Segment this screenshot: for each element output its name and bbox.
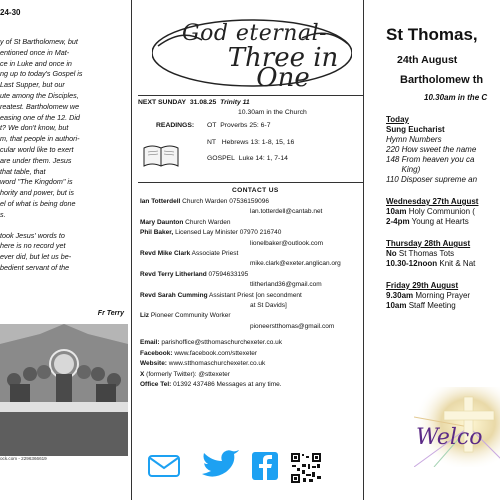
twitter-bird-icon [198, 450, 240, 482]
contacts-list [140, 197, 362, 390]
spacer [0, 221, 130, 231]
schedule-heading: Thursday 28th August [386, 239, 471, 248]
schedule-item: Sung Eucharist [386, 125, 445, 134]
contact-row: lan.totterdell@cantab.net [250, 208, 323, 216]
contact-row: Revd Terry Litherland 07594633195 [140, 270, 249, 278]
reflection-line: took Jesus' words to [0, 230, 65, 240]
service-panel [364, 0, 500, 500]
reflection-line: Last Supper, but our [0, 80, 65, 90]
trinity-logo [152, 18, 352, 93]
reflection-panel [0, 0, 132, 500]
reflection-line: reatest. Bartholomew we [0, 101, 80, 111]
logo-line-2: Three in One [227, 43, 339, 93]
reflection-line: easing one of the 12. Did [0, 112, 80, 122]
gospel-reference: 24-30 [0, 8, 21, 17]
online-contact-row[interactable]: Email: parishoffice@stthomaschurchexeter.co.uk [140, 339, 282, 347]
image-credit: ock.com - 2296366619 [0, 456, 47, 461]
schedule-item: 10am Holy Communion ( [386, 207, 475, 216]
next-sunday: NEXT SUNDAY 31.08.25 Trinity 11 [138, 99, 250, 106]
contact-row: Revd Sarah Cumming Assistant Priest [on secondment [140, 291, 302, 299]
facebook-icon [252, 452, 278, 480]
email-icon [146, 450, 182, 480]
logo-line-1: God eternal- [182, 21, 328, 46]
schedule-item: 9.30am Morning Prayer [386, 291, 471, 300]
schedule-item: Hymn Numbers [386, 135, 442, 144]
feast-day: Bartholomew th [400, 74, 484, 86]
spacer [386, 185, 500, 197]
schedule-heading: Wednesday 27th August [386, 197, 479, 206]
open-bible-icon [142, 140, 180, 170]
reflection-line: that table, that [0, 166, 46, 176]
schedule-heading: Today [386, 115, 409, 124]
qr-code-icon [290, 452, 322, 484]
contact-row: lionelbaker@outlook.com [250, 239, 324, 247]
schedule-item: 148 From heaven you ca [386, 155, 475, 164]
reflection-line: cular world like to exert [0, 144, 74, 154]
schedule-item: No St Thomas Tots [386, 249, 455, 258]
reflection-line: hority and power, but is [0, 188, 74, 198]
reflection-line: y of St Bartholomew, but [0, 37, 78, 46]
contact-row: tlitherland36@gmail.com [250, 281, 322, 289]
reflection-line: entioned once in Mat- [0, 47, 70, 57]
contact-row: pioneerstthomas@gmail.com [250, 322, 335, 330]
weekly-schedule [386, 115, 500, 311]
reading-gospel: GOSPEL Luke 14: 1, 7-14 [207, 155, 288, 162]
reflection-line: s. [0, 209, 6, 219]
schedule-item: 10am Staff Meeting [386, 301, 456, 310]
reflection-line: m, that people in authori- [0, 134, 80, 144]
last-supper-image [0, 324, 128, 456]
readings-label: READINGS: [156, 122, 195, 129]
reflection-line: ng up to today's Gospel is [0, 69, 83, 79]
schedule-item: 2-4pm Young at Hearts [386, 217, 469, 226]
reading-nt: NT Hebrews 13: 1-8, 15, 16 [207, 139, 295, 146]
schedule-heading: Friday 29th August [386, 281, 459, 290]
contact-row: Ian Totterdell Church Warden 07536159096 [140, 198, 269, 205]
contact-row: Mary Daunton Church Warden [140, 218, 231, 226]
info-panel [132, 0, 364, 500]
reflection-line: t? We don't know, but [0, 123, 69, 133]
reflection-line: el of what is being done [0, 198, 76, 208]
schedule-item: King) [386, 165, 421, 174]
welcome-text: Welco [416, 425, 483, 450]
online-contact-row[interactable]: Office Tel: 01392 437486 Messages at any time. [140, 380, 282, 388]
schedule-item: 220 How sweet the name [386, 145, 477, 154]
online-contact-row[interactable]: Website: www.stthomaschurchexeter.co.uk [140, 360, 266, 368]
service-time: 10.30am in the C [424, 93, 488, 102]
contacts-title: CONTACT US [232, 187, 279, 194]
spacer [386, 269, 500, 281]
next-sunday-service: 10.30am in the Church [238, 109, 307, 116]
service-date: 24th August [397, 54, 458, 66]
reading-ot: OT Proverbs 25: 6-7 [207, 122, 271, 129]
divider-2 [138, 182, 363, 183]
church-title: St Thomas, [386, 25, 478, 44]
reflection-line: ute among the Disciples, [0, 90, 79, 100]
contact-row: mike.clark@exeter.anglican.org [250, 260, 341, 268]
contact-row: Revd Mike Clark Associate Priest [140, 250, 239, 258]
divider [138, 95, 363, 96]
contact-row: at St Davids] [250, 302, 287, 310]
reflection-line: here is no record yet [0, 241, 66, 251]
reflection-line: bedient servant of the [0, 262, 70, 272]
contact-row: Liz Pioneer Community Worker [140, 312, 231, 320]
signature: Fr Terry [97, 310, 124, 317]
schedule-item: 10.30-12noon Knit & Nat [386, 259, 476, 268]
online-contact-row[interactable]: Facebook: www.facebook.com/sttexeter [140, 349, 258, 357]
welcome-cross-image [414, 387, 500, 467]
reflection-line: ce in Luke and once in [0, 58, 72, 68]
spacer [386, 227, 500, 239]
contact-row: Phil Baker, Licensed Lay Minister 07970 216740 [140, 229, 282, 237]
online-contact-row[interactable]: X (formerly Twitter): @sttexeter [140, 370, 230, 378]
reflection-line: word "The Kingdom" is [0, 177, 73, 187]
reflection-text [0, 37, 130, 274]
schedule-item: 110 Disposer supreme an [386, 175, 478, 184]
reflection-line: are under them. Jesus [0, 155, 72, 165]
reflection-line: ever did, but let us be- [0, 252, 72, 262]
